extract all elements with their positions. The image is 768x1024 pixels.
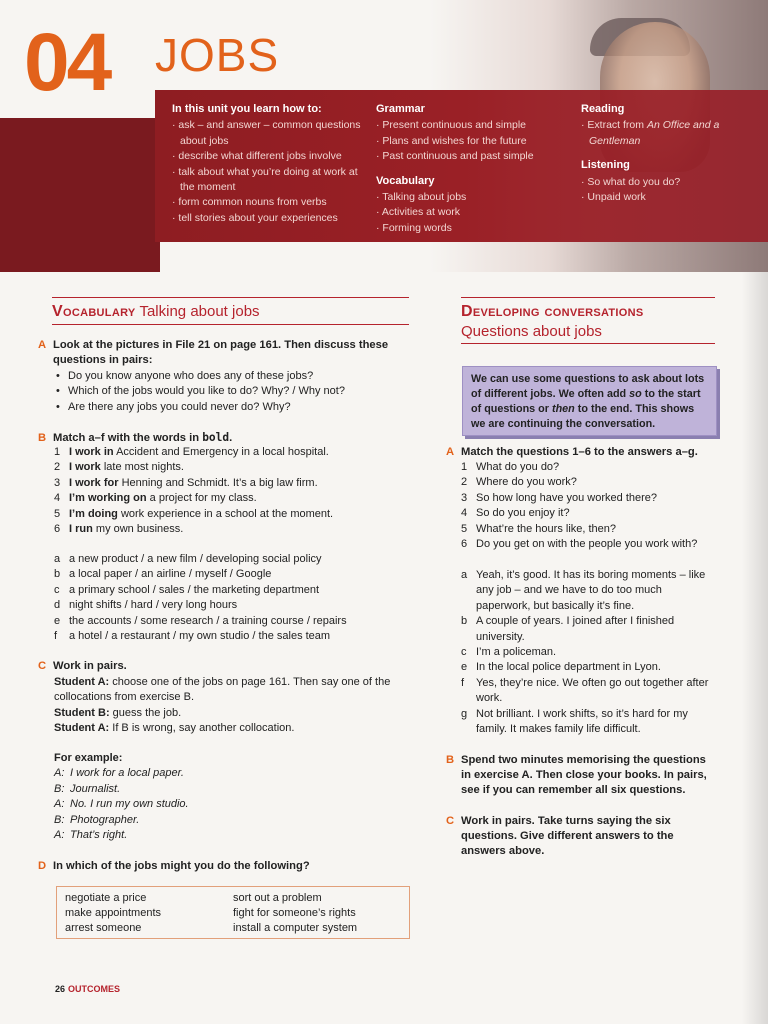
exercise-letter: B (38, 432, 47, 444)
grammar-vocab-col (376, 102, 566, 236)
learn-objectives (172, 102, 367, 226)
sentence-bold: I work in (69, 446, 114, 458)
example-text: I work for a local paper. (70, 767, 184, 780)
option-letter: f (54, 630, 58, 643)
example-line (54, 766, 410, 781)
option-letter: a (54, 553, 61, 565)
sentence-row (54, 507, 410, 522)
question-row (461, 460, 731, 475)
option-text: a new product / a new film / developing social policy (69, 553, 322, 565)
answer-row (461, 645, 719, 660)
reading-heading: Reading (581, 103, 625, 115)
reading-item-title: An Office and a Gentleman (589, 119, 720, 147)
question-number: 2 (461, 476, 468, 489)
learn-heading: In this unit you learn how to: (172, 103, 322, 115)
option-letter: d (54, 599, 61, 612)
unit-number: 04 (24, 17, 110, 108)
phrase-column (65, 891, 233, 934)
phrase-box (56, 886, 410, 939)
answer-letter: b (461, 615, 468, 628)
example-label: For example: (54, 752, 123, 764)
sentence-bold: I work (69, 461, 101, 474)
sentence-row (54, 522, 410, 537)
page-footer (55, 984, 120, 994)
exercise-instruction: In which of the jobs might you do the following? (53, 860, 310, 872)
question-row (461, 522, 731, 537)
option-text: a primary school / sales / the marketing department (69, 583, 320, 596)
phrase: sort out a problem (233, 892, 322, 904)
example-speaker: A: (54, 829, 65, 842)
vocab-c-roles (54, 675, 410, 737)
example-speaker: A: (54, 767, 65, 780)
vocabulary-list (376, 190, 566, 236)
box-keyword-so: so (629, 388, 642, 400)
sentence-row (54, 491, 410, 506)
example-line (54, 782, 410, 797)
conv-title-caps: Developing conversations (461, 303, 644, 320)
exercise-instruction-end: . (229, 432, 233, 444)
conv-a-questions (461, 460, 731, 552)
answer-text: Yeah, it’s good. It has its boring moments – like any job – and we have to do too much paperwork, but basically it’s fine. (476, 569, 706, 612)
answer-text: In the local police department in Lyon. (476, 661, 661, 674)
answer-letter: g (461, 707, 468, 720)
option-row (54, 629, 410, 644)
exercise-instruction: Match a–f with the words in (53, 432, 203, 444)
phrase: install a computer system (233, 922, 358, 934)
learn-item: · ask – and answer – common questions about jobs (172, 118, 367, 149)
sentence-row (54, 476, 410, 491)
conv-subtitle-text: Questions about jobs (461, 323, 602, 340)
vocab-section-title (52, 303, 409, 325)
phrase: make appointments (65, 907, 161, 919)
example-text: Photographer. (70, 813, 140, 826)
option-row (54, 552, 410, 567)
exercise-letter: C (446, 815, 455, 827)
role-label: Student A: (54, 676, 110, 688)
answer-text: A couple of years. I joined after I finished university. (476, 615, 675, 643)
role-label: Student B: (54, 706, 110, 719)
question-number: 4 (461, 507, 468, 520)
answer-text: Not brilliant. I work shifts, so it’s hard for my family. It makes family life difficult. (476, 707, 688, 736)
example-line (54, 828, 410, 843)
role-label: Student A: (54, 722, 110, 735)
question-row (461, 537, 731, 552)
option-row (54, 567, 410, 582)
sentence-number: 3 (54, 476, 61, 489)
vocab-exercise-b (38, 430, 410, 446)
sentence-text: work experience in a school at the moment. (117, 507, 334, 520)
option-row (54, 598, 410, 613)
vocab-exercise-a (38, 338, 410, 368)
question-text: What’re the hours like, then? (476, 522, 617, 535)
option-text: a hotel / a restaurant / my own studio / the sales team (69, 630, 331, 643)
question-row (461, 475, 731, 490)
sentence-text: Accident and Emergency in a local hospital. (113, 446, 329, 458)
answer-letter: f (461, 676, 465, 689)
question-number: 1 (461, 461, 468, 473)
page-gutter-shadow (742, 272, 768, 1024)
listening-item: · So what do you do? (581, 175, 761, 190)
conv-a-answers (461, 568, 719, 737)
exercise-letter: D (38, 860, 47, 872)
question-text: Do you get on with the people you work with? (476, 538, 698, 551)
option-letter: e (54, 614, 61, 627)
box-keyword-then: then (551, 403, 575, 415)
vocabulary-item: · Talking about jobs (376, 190, 566, 205)
sentence-number: 2 (54, 461, 61, 474)
option-row (54, 583, 410, 598)
question-number: 6 (461, 538, 468, 551)
question-text: So do you enjoy it? (476, 507, 570, 520)
exercise-instruction: Work in pairs. (53, 660, 127, 672)
exercise-letter: B (446, 754, 455, 766)
sentence-bold: I run (69, 523, 93, 536)
sentence-text: late most nights. (100, 461, 184, 474)
option-letter: c (54, 583, 60, 596)
question-text: So how long have you worked there? (476, 491, 658, 504)
vocabulary-item: · Activities at work (376, 205, 566, 220)
question-number: 5 (461, 522, 468, 535)
box-text: to the start of questions or (471, 388, 701, 415)
option-text: the accounts / some research / a training course / repairs (69, 614, 347, 627)
vocab-exercise-d (38, 859, 410, 874)
example-line (54, 797, 410, 812)
bullet-item: • Do you know anyone who does any of these jobs? (54, 369, 410, 384)
reading-item-prefix: Extract from (587, 119, 647, 132)
example-text: Journalist. (70, 782, 121, 795)
sentence-text: Henning and Schmidt. It’s a big law firm. (118, 476, 318, 489)
listening-item: · Unpaid work (581, 190, 761, 205)
example-line (54, 813, 410, 828)
vocabulary-item: · Forming words (376, 221, 566, 236)
vocabulary-heading: Vocabulary (376, 174, 435, 187)
answer-text: Yes, they’re nice. We often go out together after work. (476, 676, 709, 705)
option-text: night shifts / hard / very long hours (69, 599, 238, 612)
grammar-list (376, 118, 566, 164)
example-text: No. I run my own studio. (70, 798, 189, 811)
answer-row (461, 660, 719, 675)
sentence-text: a project for my class. (146, 492, 257, 505)
vocab-a-bullets (54, 369, 410, 415)
unit-title: JOBS (155, 29, 280, 81)
exercise-instruction: Match the questions 1–6 to the answers a–g. (461, 446, 698, 458)
reading-listening-col (581, 102, 761, 205)
exercise-instruction-bold: bold (202, 431, 230, 444)
listening-list (581, 175, 761, 206)
role-text: guess the job. (109, 706, 182, 719)
question-text: What do you do? (476, 461, 560, 473)
reading-item (581, 118, 761, 149)
box-text: to the end. This shows we are continuing the conversation. (471, 403, 695, 430)
exercise-letter: A (446, 446, 455, 458)
phrase-column (233, 891, 401, 934)
conv-subtitle (461, 323, 715, 344)
example-speaker: B: (54, 782, 65, 795)
section-top-rule (52, 297, 409, 298)
sentence-number: 4 (54, 492, 61, 505)
sentence-bold: I work for (69, 476, 119, 489)
answer-row (461, 707, 719, 738)
exercise-letter: A (38, 339, 47, 351)
box-text: We can use some questions to ask about lots of different jobs. We often add (471, 373, 705, 400)
sentence-number: 5 (54, 507, 61, 520)
learn-item: · form common nouns from verbs (172, 195, 367, 210)
exercise-instruction: Work in pairs. Take turns saying the six questions. Give different answers to the answers above. (461, 815, 674, 857)
vocab-title-caps: Vocabulary (52, 303, 136, 320)
sentence-row (54, 460, 410, 475)
question-number: 3 (461, 491, 468, 504)
sentence-number: 6 (54, 523, 61, 536)
sentence-text: my own business. (92, 523, 184, 536)
exercise-instruction: Look at the pictures in File 21 on page 161. Then discuss these questions in pairs: (53, 339, 389, 366)
conv-exercise-c (446, 814, 718, 859)
phrase: negotiate a price (65, 892, 147, 904)
sentence-number: 1 (54, 446, 61, 458)
role-line (54, 675, 410, 706)
answer-row (461, 568, 719, 614)
option-row (54, 614, 410, 629)
answer-letter: a (461, 569, 468, 581)
role-text: If B is wrong, say another collocation. (109, 722, 295, 735)
grammar-item: · Plans and wishes for the future (376, 134, 566, 149)
role-text: choose one of the jobs on page 161. Then say one of the collocations from exercise B. (54, 676, 391, 704)
grammar-item: · Past continuous and past simple (376, 149, 566, 164)
listening-heading: Listening (581, 159, 630, 172)
vocab-c-example (54, 751, 410, 843)
answer-letter: e (461, 661, 468, 674)
option-letter: b (54, 568, 61, 581)
conv-exercise-a (446, 445, 731, 460)
section-top-rule (461, 297, 715, 298)
role-line (54, 721, 410, 736)
exercise-instruction: Spend two minutes memorising the questions in exercise A. Then close your books. In pairs, see if you can remember all six questions. (461, 754, 707, 796)
question-row (461, 506, 731, 521)
learn-item: · talk about what you’re doing at work at the moment (172, 165, 367, 196)
conv-exercise-b (446, 753, 718, 798)
learn-list (172, 118, 367, 226)
header-band-left (0, 118, 160, 272)
page-number: 26 (55, 984, 66, 994)
grammar-heading: Grammar (376, 103, 425, 115)
grammar-item: · Present continuous and simple (376, 118, 566, 133)
sentence-bold: I’m working on (69, 492, 147, 505)
example-speaker: A: (54, 798, 65, 811)
example-speaker: B: (54, 813, 65, 826)
vocab-b-options (54, 552, 410, 644)
role-line (54, 706, 410, 721)
sentence-row (54, 445, 410, 460)
answer-row (461, 676, 719, 707)
learn-item: · describe what different jobs involve (172, 149, 367, 164)
bullet-item: • Which of the jobs would you like to do? Why? / Why not? (54, 384, 410, 399)
phrase: fight for someone’s rights (233, 907, 356, 919)
conv-info-box (462, 366, 717, 436)
learn-item: · tell stories about your experiences (172, 211, 367, 226)
vocab-title-rest: Talking about jobs (139, 303, 260, 320)
conv-section-title (461, 303, 715, 324)
example-text: That’s right. (70, 829, 128, 842)
book-title: OUTCOMES (68, 984, 121, 994)
exercise-letter: C (38, 660, 47, 672)
vocab-exercise-c (38, 659, 410, 674)
answer-row (461, 614, 719, 645)
phrase: arrest someone (65, 922, 142, 934)
question-text: Where do you work? (476, 476, 577, 489)
reading-list (581, 118, 761, 149)
answer-text: I’m a policeman. (476, 646, 557, 659)
answer-letter: c (461, 646, 467, 659)
sentence-bold: I’m doing (69, 507, 118, 520)
question-row (461, 491, 731, 506)
option-text: a local paper / an airline / myself / Google (69, 568, 272, 581)
vocab-b-sentences (54, 445, 410, 537)
bullet-item: • Are there any jobs you could never do? Why? (54, 400, 410, 415)
